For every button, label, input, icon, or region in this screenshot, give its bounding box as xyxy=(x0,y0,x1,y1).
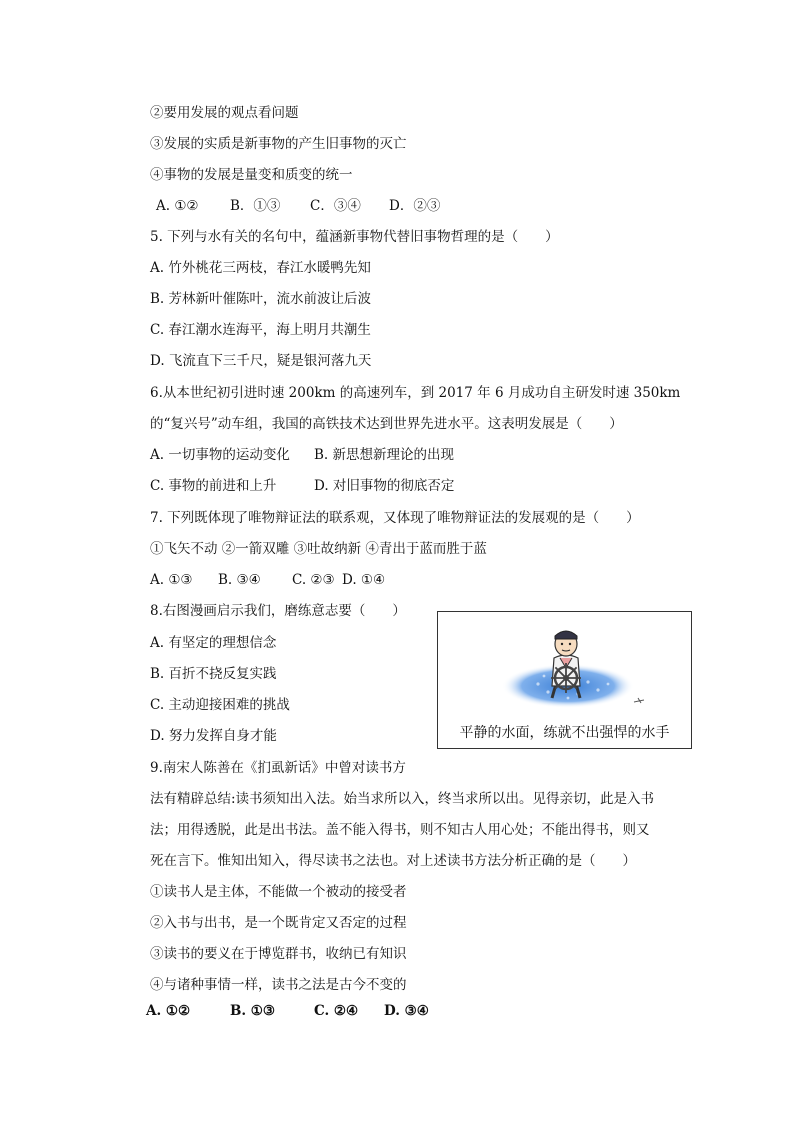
q9-item-2: ②入书与出书，是一个既肯定又否定的过程 xyxy=(150,915,407,931)
q4-option-d: D．②③ xyxy=(389,198,441,214)
q5-option-b: B. 芳林新叶催陈叶，流水前波让后波 xyxy=(150,291,372,307)
q7-items: ①飞矢不动 ②一箭双雕 ③吐故纳新 ④青出于蓝而胜于蓝 xyxy=(150,541,487,557)
q9-options xyxy=(146,1002,546,1020)
q9-stem-line2: 法有精辟总结:读书须知出入法。始当求所以入，终当求所以出。见得亲切，此是入书 xyxy=(150,791,655,807)
q4-options xyxy=(156,197,456,215)
statement-2: ②要用发展的观点看问题 xyxy=(150,105,299,121)
q8-stem: 8.右图漫画启示我们，磨练意志要（ ） xyxy=(150,603,406,619)
q9-option-d: D. ③④ xyxy=(384,1003,429,1019)
q7-options xyxy=(150,571,550,589)
ship-wheel-icon xyxy=(551,663,581,693)
q9-item-4: ④与诸种事情一样，读书之法是古今不变的 xyxy=(150,977,407,993)
statement-3: ③发展的实质是新事物的产生旧事物的灭亡 xyxy=(150,136,407,152)
q5-stem: 5. 下列与水有关的名句中，蕴涵新事物代替旧事物哲理的是（ ） xyxy=(150,229,559,245)
q9-stem-line3: 法；用得透脱，此是出书法。盖不能入得书，则不知古人用心处；不能出得书，则又 xyxy=(150,822,650,838)
q6-option-d: D. 对旧事物的彻底否定 xyxy=(314,478,455,494)
cartoon-figure xyxy=(437,611,692,749)
q6-option-b: B. 新思想新理论的出现 xyxy=(314,447,455,463)
q4-option-c: C．③④ xyxy=(310,198,361,214)
q5-option-c: C. 春江潮水连海平，海上明月共潮生 xyxy=(150,322,371,338)
q9-item-1: ①读书人是主体，不能做一个被动的接受者 xyxy=(150,884,407,900)
q9-stem-line1: 9.南宋人陈善在《扪虱新话》中曾对读书方 xyxy=(150,760,406,776)
q4-option-a: A. ①② xyxy=(156,198,199,214)
q7-option-d: D. ①④ xyxy=(342,572,386,588)
q5-option-d: D. 飞流直下三千尺，疑是银河落九天 xyxy=(150,353,372,369)
q6-stem-line2: 的“复兴号”动车组，我国的高铁技术达到世界先进水平。这表明发展是（ ） xyxy=(150,416,623,432)
q8-option-d: D. 努力发挥自身才能 xyxy=(150,728,277,744)
q9-option-b: B. ①③ xyxy=(230,1003,276,1019)
q9-stem-line4: 死在言下。惟知出知入，得尽读书之法也。对上述读书方法分析正确的是（ ） xyxy=(150,853,636,869)
q4-option-b: B．①③ xyxy=(230,198,281,214)
q6-option-c: C. 事物的前进和上升 xyxy=(150,478,277,494)
q5-option-a: A. 竹外桃花三两枝，春江水暖鸭先知 xyxy=(150,260,371,276)
q7-stem: 7. 下列既体现了唯物辩证法的联系观，又体现了唯物辩证法的发展观的是（ ） xyxy=(150,510,640,526)
q6-options-row1 xyxy=(150,446,550,464)
q7-option-b: B. ③④ xyxy=(218,572,261,588)
q8-option-b: B. 百折不挠反复实践 xyxy=(150,666,277,682)
artist-mark xyxy=(634,698,644,703)
q7-option-c: C. ②③ xyxy=(292,572,335,588)
q9-option-a: A. ①② xyxy=(146,1003,191,1019)
q8-option-c: C. 主动迎接困难的挑战 xyxy=(150,697,290,713)
q6-stem-line1: 6.从本世纪初引进时速 200km 的高速列车，到 2017 年 6 月成功自主研发时速 350km xyxy=(150,385,681,401)
cartoon-caption: 平静的水面，练就不出强悍的水手 xyxy=(459,725,670,741)
q7-option-a: A. ①③ xyxy=(150,572,193,588)
q9-item-3: ③读书的要义在于博览群书，收纳已有知识 xyxy=(150,946,407,962)
q6-option-a: A. 一切事物的运动变化 xyxy=(150,447,290,463)
statement-4: ④事物的发展是量变和质变的统一 xyxy=(150,167,353,183)
q6-options-row2 xyxy=(150,477,550,495)
q8-option-a: A. 有坚定的理想信念 xyxy=(150,635,277,651)
sailor-cartoon-illustration xyxy=(438,612,691,718)
q9-option-c: C. ②④ xyxy=(314,1003,359,1019)
